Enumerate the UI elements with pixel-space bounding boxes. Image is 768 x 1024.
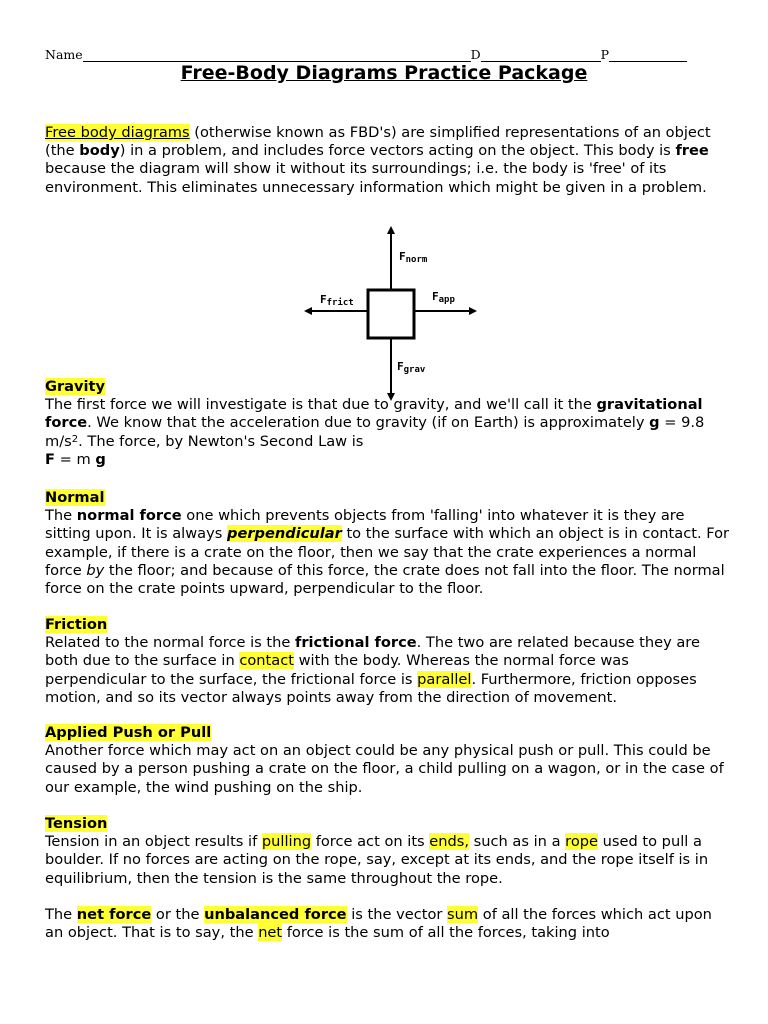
normal-paragraph: The normal force one which prevents objects from 'falling' into whatever it is they are sitting upon. It is always perpendicular to the surface with which an object is in contact. For example, if there is a crate on the floor, then we say that the crate experiences a normal force by the floor; and because of this force, the crate does not fall into the floor. The normal force on the crate points upward, perpendicular to the floor. [45, 507, 730, 598]
applied-paragraph: Another force which may act on an object could be any physical push or pull. This could be caused by a person pushing a crate on the floor, a child pulling on a wagon, or in the case of our example, the wind pushing on the ship. [45, 742, 724, 796]
net-force-paragraph: The net force or the unbalanced force is the vector sum of all the forces which act upon an object. That is to say, the net force is the sum of all the forces, taking into [45, 906, 712, 942]
gravity-formula: F = m g [45, 450, 106, 468]
name-blank [83, 47, 471, 62]
period-label: P [600, 47, 610, 62]
heading-friction: Friction [45, 616, 108, 633]
tension-paragraph: Tension in an object results if pulling force act on its ends, such as in a rope used to pull a boulder. If no forces are acting on the rope, say, except at its ends, and the rope itself is in equilibrium, then the tension is the same throughout the rope. [45, 833, 709, 887]
date-label: D [470, 47, 481, 62]
section-applied [45, 724, 730, 797]
section-normal [45, 489, 730, 598]
page-title: Free-Body Diagrams Practice Package [180, 62, 588, 84]
section-gravity [45, 378, 730, 469]
name-label: Name [45, 47, 83, 62]
gravity-paragraph: The first force we will investigate is that due to gravity, and we'll call it the gravitational force. We know that the acceleration due to gravity (if on Earth) is approximately g = 9.8 $m/s^2$. The force, by Newton's Second Law is [45, 396, 705, 450]
date-blank [481, 47, 601, 62]
heading-tension: Tension [45, 815, 108, 832]
intro-paragraph: Free body diagrams (otherwise known as FBD's) are simplified representations of an object (the body) in a problem, and includes force vectors acting on the object. This body is free because the diagram will show it without its surroundings; i.e. the body is 'free' of its environment. This eliminates unnecessary information which might be given in a problem. [45, 124, 711, 196]
body-box [368, 290, 414, 338]
label-f-grav: Fgrav [397, 360, 426, 375]
label-f-norm: Fnorm [399, 250, 428, 265]
label-f-app: Fapp [432, 290, 455, 305]
free-body-diagram [300, 222, 485, 404]
period-blank [609, 47, 687, 62]
section-tension [45, 815, 730, 888]
heading-normal: Normal [45, 489, 105, 506]
heading-gravity: Gravity [45, 378, 106, 395]
term-free-body-diagrams: Free body diagrams [45, 124, 190, 141]
friction-paragraph: Related to the normal force is the frictional force. The two are related because they are both due to the surface in contact with the body. Whereas the normal force was perpendicular to the surface, the frictional force is parallel. Furthermore, friction opposes motion, and so its vector always points away from the direction of movement. [45, 634, 700, 706]
heading-applied: Applied Push or Pull [45, 724, 212, 741]
section-friction [45, 616, 730, 707]
label-f-frict: Ffrict [320, 293, 354, 308]
